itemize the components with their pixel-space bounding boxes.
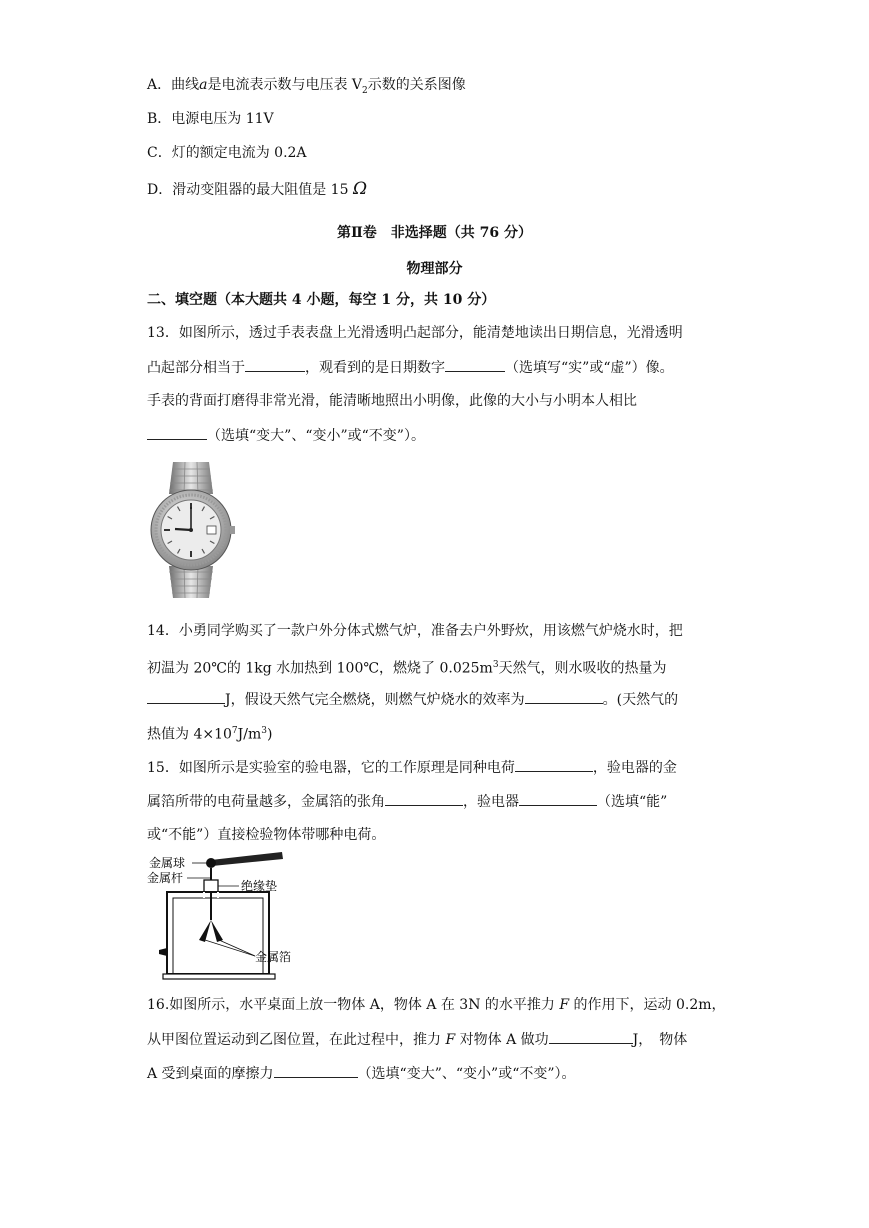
q14-line2: 初温为 20℃的 1kg 水加热到 100℃，燃烧了 $0.025m^3$天然气，则水吸收的热量为 xyxy=(147,660,667,677)
label-metal-rod: 金属杆 xyxy=(147,871,184,885)
q15-line3: 或“不能”）直接检验物体带哪种电荷。 xyxy=(147,827,386,843)
answer-blank[interactable] xyxy=(245,358,305,372)
q13-line2: 凸起部分相当于 ，观看到的是日期数字 （选填写“实”或“虚”）像。 xyxy=(147,360,674,376)
label-metal-foil: 金属箔 xyxy=(255,950,292,964)
q16-line3: A 受到桌面的摩擦力 （选填“变大”、“变小”或“不变”）。 xyxy=(147,1066,576,1082)
label-insulating-pad: 绝缘垫 xyxy=(241,879,278,893)
answer-blank[interactable] xyxy=(147,690,225,704)
label-metal-ball: 金属球 xyxy=(149,856,186,870)
q16-line1: 16.如图所示，水平桌面上放一物体 A，物体 A 在 3N 的水平推力 F 的作用下，运动 0.2m， xyxy=(147,997,726,1013)
q14-line4: 热值为 $4\times 10^7J/m^3$) xyxy=(147,726,273,743)
part2-title: 第Ⅱ卷 非选择题（共 76 分） xyxy=(336,225,533,241)
q13-line4: （选填“变大”、“变小”或“不变”）。 xyxy=(147,426,425,445)
answer-blank[interactable] xyxy=(515,758,593,772)
answer-blank[interactable] xyxy=(525,690,603,704)
option-d: D．滑动变阻器的最大阻值是 15 Ω xyxy=(147,179,368,199)
answer-blank[interactable] xyxy=(385,792,463,806)
wristwatch-image xyxy=(147,460,235,600)
answer-blank[interactable] xyxy=(549,1030,633,1044)
option-b: B．电源电压为 11V xyxy=(147,111,274,127)
q13-line3: 手表的背面打磨得非常光滑，能清晰地照出小明像，此像的大小与小明本人相比 xyxy=(147,393,637,409)
q15-line2: 属箔所带的电荷量越多，金属箔的张角 ，验电器 （选填“能” xyxy=(147,794,668,810)
answer-blank[interactable] xyxy=(445,358,505,372)
q15-line1: 15．如图所示是实验室的验电器，它的工作原理是同种电荷 ，验电器的金 xyxy=(147,760,677,776)
answer-blank[interactable] xyxy=(147,426,207,440)
option-c: C．灯的额定电流为 0.2A xyxy=(147,145,307,161)
q16-line2: 从甲图位置运动到乙图位置，在此过程中，推力 F 对物体 A 做功 J， 物体 xyxy=(147,1032,688,1048)
option-a: A．曲线a是电流表示数与电压表 $V_2$示数的关系图像 xyxy=(147,77,466,96)
q13-line1: 13．如图所示，透过手表表盘上光滑透明凸起部分，能清楚地读出日期信息，光滑透明 xyxy=(147,325,683,341)
q14-line1: 14．小勇同学购买了一款户外分体式燃气炉，准备去户外野炊，用该燃气炉烧水时，把 xyxy=(147,623,683,639)
answer-blank[interactable] xyxy=(519,792,597,806)
part2-subtitle: 物理部分 xyxy=(406,261,463,277)
answer-blank[interactable] xyxy=(274,1064,358,1078)
q14-line3: J，假设天然气完全燃烧，则燃气炉烧水的效率为 。(天然气的 xyxy=(147,690,678,709)
section-heading: 二、填空题（本大题共 4 小题，每空 1 分，共 10 分） xyxy=(147,292,496,308)
electroscope-diagram xyxy=(147,850,332,982)
